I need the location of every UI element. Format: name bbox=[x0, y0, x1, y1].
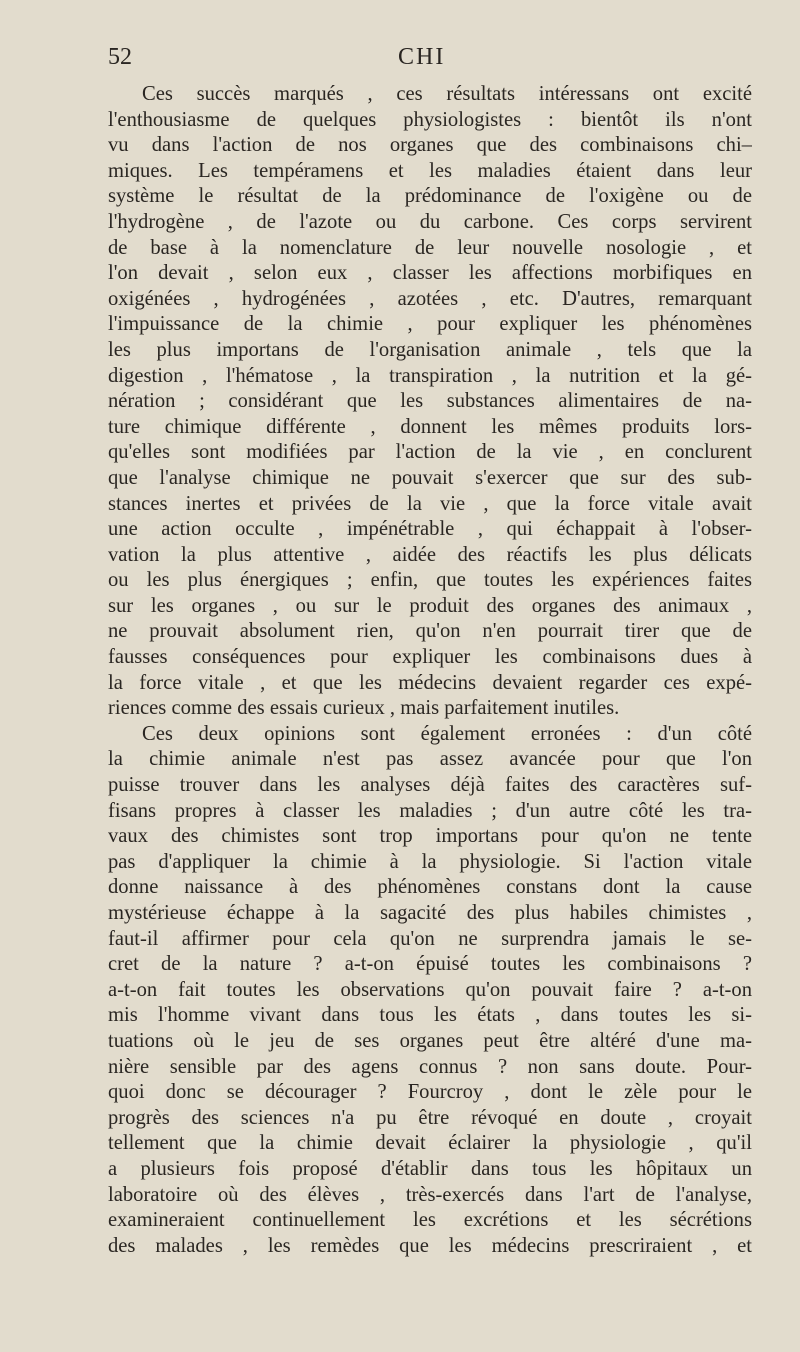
text-line: oxigénées , hydrogénées , azotées , etc. D'autres, remarquant bbox=[108, 287, 752, 310]
text-line: cret de la nature ? a-t-on épuisé toutes les combinaisons ? bbox=[108, 953, 752, 976]
text-line: Ces succès marqués , ces résultats intéressans ont excité bbox=[142, 83, 752, 105]
text-line: la force vitale , et que les médecins devaient regarder ces expé- bbox=[108, 671, 752, 694]
text-line: ne prouvait absolument rien, qu'on n'en pourrait tirer que de bbox=[108, 620, 752, 643]
text-line: digestion , l'hématose , la transpiration , la nutrition et la gé- bbox=[108, 364, 752, 387]
text-line: tuations où le jeu de ses organes peut être altéré d'une ma- bbox=[108, 1029, 752, 1052]
text-line: riences comme des essais curieux , mais parfaitement inutiles. bbox=[108, 697, 620, 720]
text-line: mystérieuse échappe à la sagacité des plus habiles chimistes , bbox=[108, 902, 752, 924]
text-line: vation la plus attentive , aidée des réactifs les plus délicats bbox=[108, 543, 752, 566]
text-line: de base à la nomenclature de leur nouvelle nosologie , et bbox=[108, 236, 752, 259]
text-line: nération ; considérant que les substances alimentaires de na- bbox=[108, 390, 752, 413]
text-line: faut-il affirmer pour cela qu'on ne surprendra jamais le se- bbox=[108, 927, 752, 950]
text-line: nière sensible par des agens connus ? non sans doute. Pour- bbox=[108, 1055, 752, 1078]
body-text bbox=[108, 82, 752, 1259]
text-line: mis l'homme vivant dans tous les états , dans toutes les si- bbox=[108, 1004, 752, 1027]
text-line: qu'elles sont modifiées par l'action de la vie , en conclurent bbox=[108, 441, 752, 464]
page-header bbox=[108, 44, 752, 80]
text-line: que l'analyse chimique ne pouvait s'exercer que sur des sub- bbox=[108, 466, 752, 489]
text-line: des malades , les remèdes que les médecins prescriraient , et bbox=[108, 1234, 752, 1257]
text-line: stances inertes et privées de la vie , que la force vitale avait bbox=[108, 492, 752, 515]
text-line: examineraient continuellement les excrétions et les sécrétions bbox=[108, 1209, 752, 1232]
text-line: ou les plus énergiques ; enfin, que toutes les expériences faites bbox=[108, 569, 752, 592]
text-line: Ces deux opinions sont également erronées : d'un côté bbox=[142, 722, 752, 745]
text-line: les plus importans de l'organisation animale , tels que la bbox=[108, 338, 752, 361]
text-line: tellement que la chimie devait éclairer la physiologie , qu'il bbox=[108, 1132, 752, 1155]
text-line: laboratoire où des élèves , très-exercés dans l'art de l'analyse, bbox=[108, 1183, 752, 1206]
text-line: la chimie animale n'est pas assez avancée pour que l'on bbox=[108, 748, 752, 771]
text-line: miques. Les tempéramens et les maladies étaient dans leur bbox=[108, 159, 752, 182]
text-line: l'hydrogène , de l'azote ou du carbone. Ces corps servirent bbox=[108, 210, 752, 233]
text-line: a-t-on fait toutes les observations qu'on pouvait faire ? a-t-on bbox=[108, 978, 752, 1001]
text-line: quoi donc se décourager ? Fourcroy , dont le zèle pour le bbox=[108, 1081, 752, 1104]
text-line: système le résultat de la prédominance de l'oxigène ou de bbox=[108, 185, 752, 208]
text-line: vaux des chimistes sont trop importans pour qu'on ne tente bbox=[108, 825, 752, 848]
text-line: progrès des sciences n'a pu être révoqué en doute , croyait bbox=[108, 1106, 752, 1129]
text-line: a plusieurs fois proposé d'établir dans tous les hôpitaux un bbox=[108, 1157, 752, 1180]
text-line: l'on devait , selon eux , classer les affections morbifiques en bbox=[108, 262, 752, 285]
text-line: l'impuissance de la chimie , pour expliquer les phénomènes bbox=[108, 313, 752, 336]
page-number: 52 bbox=[108, 44, 132, 70]
text-line: ture chimique différente , donnent les mêmes produits lors- bbox=[108, 415, 752, 438]
text-line: vu dans l'action de nos organes que des combinaisons chi– bbox=[108, 134, 752, 157]
text-line: une action occulte , impénétrable , qui échappait à l'obser- bbox=[108, 518, 752, 541]
text-line: l'enthousiasme de quelques physiologistes : bientôt ils n'ont bbox=[108, 108, 752, 131]
text-line: donne naissance à des phénomènes constans dont la cause bbox=[108, 876, 752, 899]
text-line: sur les organes , ou sur le produit des organes des animaux , bbox=[108, 594, 752, 617]
text-line: pas d'appliquer la chimie à la physiologie. Si l'action vitale bbox=[108, 850, 752, 873]
text-line: puisse trouver dans les analyses déjà faites des caractères suf- bbox=[108, 774, 752, 797]
text-line: fisans propres à classer les maladies ; d'un autre côté les tra- bbox=[108, 799, 752, 822]
running-head: CHI bbox=[398, 44, 446, 70]
text-line: fausses conséquences pour expliquer les combinaisons dues à bbox=[108, 646, 752, 669]
